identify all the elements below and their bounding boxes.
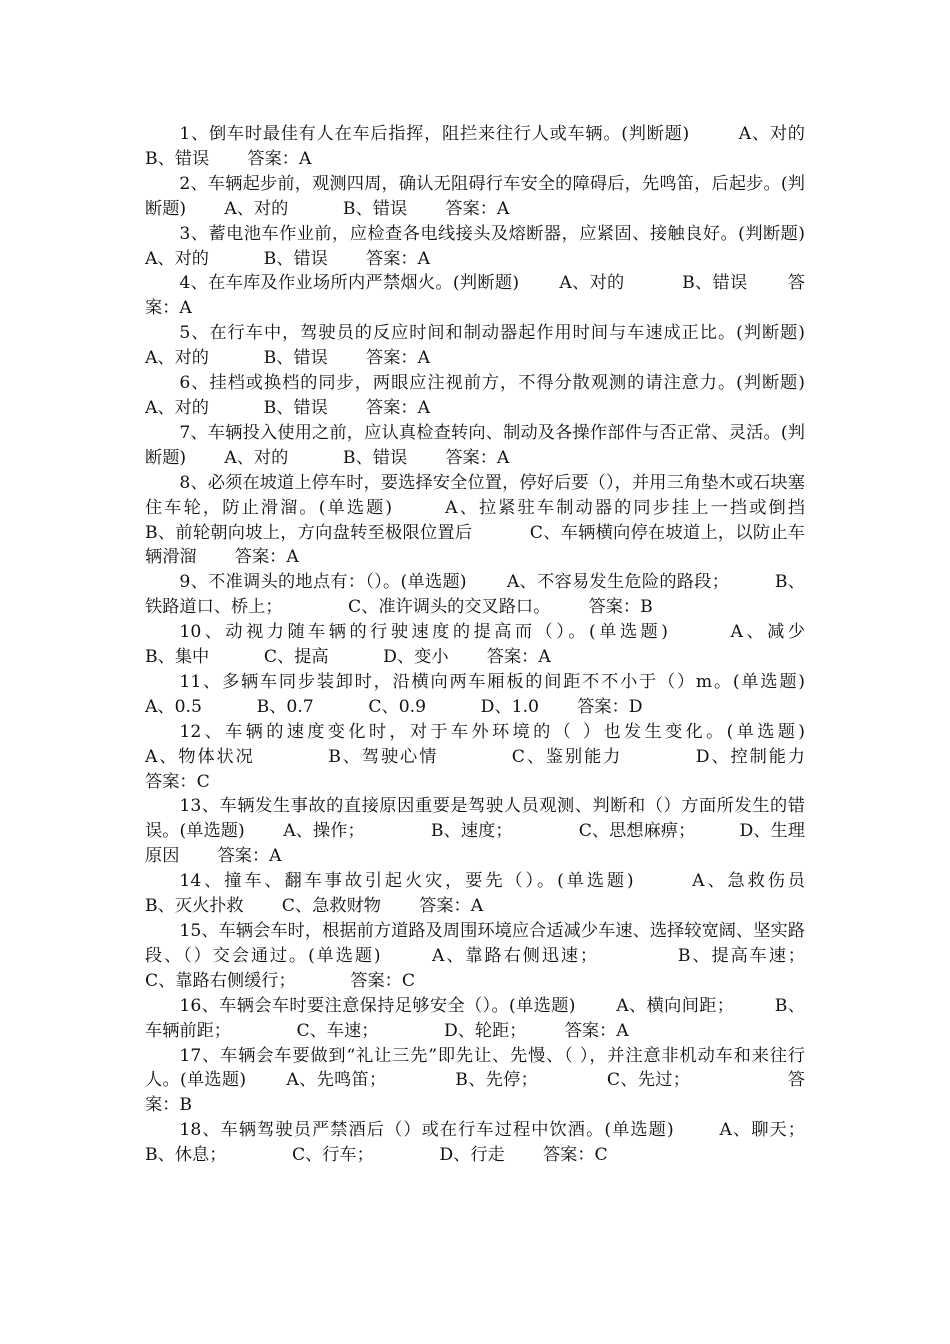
question-item: 2、车辆起步前，观测四周，确认无阻碍行车安全的障碍后，先鸣笛，后起步。(判断题) A、对的 B、错误 答案：A xyxy=(145,173,805,219)
question-item: 12、车辆的速度变化时，对于车外环境的（ ）也发生变化。(单选题) A、物体状况 B、驾驶心情 C、鉴别能力 D、控制能力 答案：C xyxy=(145,721,926,792)
question-item: 15、车辆会车时，根据前方道路及周围环境应合适减少车速、选择较宽阔、坚实路段、（）交会通过。(单选题) A、靠路右侧迅速； B、提高车速； C、靠路右侧缓行； 答案：C xyxy=(145,921,866,991)
question-item: 11、多辆车同步装卸时，沿横向两车厢板的间距不不小于（）m。(单选题) A、0.5 B、0.7 C、0.9 D、1.0 答案：D xyxy=(145,671,844,717)
question-list xyxy=(145,122,926,1168)
question-item: 16、车辆会车时要注意保持足够安全（）。(单选题) A、横向间距； B、车辆前距； C、车速； D、轮距； 答案：A xyxy=(145,995,805,1041)
question-item: 14、撞车、翻车事故引起火灾，要先（）。(单选题) A、急救伤员 B、灭火扑救 C、急救财物 答案：A xyxy=(145,871,915,917)
question-item: 1、倒车时最佳有人在车后指挥，阻拦来往行人或车辆。(判断题) A、对的 B、错误 答案：A xyxy=(145,124,860,169)
question-item: 18、车辆驾驶员严禁酒后（）或在行车过程中饮酒。(单选题) A、聊天； B、休息； C、行车； D、行走 答案：C xyxy=(145,1120,844,1166)
question-item: 5、在行车中，驾驶员的反应时间和制动器起作用时间与车速成正比。(判断题) A、对的 B、错误 答案：A xyxy=(145,323,844,369)
question-item: 13、车辆发生事故的直接原因重要是驾驶人员观测、判断和（）方面所发生的错误。(单选题) A、操作； B、速度； C、思想麻痹； D、生理原因 答案：A xyxy=(145,796,805,867)
question-item: 3、蓄电池车作业前，应检查各电线接头及熔断器，应紧固、接触良好。(判断题) A、对的 B、错误 答案：A xyxy=(145,223,844,269)
question-item: 7、车辆投入使用之前，应认真检查转向、制动及各操作部件与否正常、灵活。(判断题) A、对的 B、错误 答案：A xyxy=(145,422,805,468)
question-item: 4、在车库及作业场所内严禁烟火。(判断题) A、对的 B、错误 答案：A xyxy=(145,273,805,319)
question-item: 17、车辆会车要做到“礼让三先”即先让、先慢、（ ），并注意非机动车和来往行人。(单选题) A、先鸣笛； B、先停； C、先过； 答案：B xyxy=(145,1045,805,1116)
question-item: 10、动视力随车辆的行驶速度的提高而（）。(单选题) A、减少 B、集中 C、提高 D、变小 答案：A xyxy=(145,622,904,668)
question-item: 6、挂档或换档的同步，两眼应注视前方，不得分散观测的请注意力。(判断题) A、对的 B、错误 答案：A xyxy=(145,373,844,418)
question-item: 8、必须在坡道上停车时，要选择安全位置，停好后要（），并用三角垫木或石块塞住车轮，防止滑溜。(单选题) A、拉紧驻车制动器的同步挂上一挡或倒挡 B、前轮朝向坡上，方向盘转至极限位置后 C、车辆横向停在坡道上，以防止车辆滑溜 答案：A xyxy=(145,472,860,568)
question-item: 9、不准调头的地点有：（）。(单选题) A、不容易发生危险的路段； B、铁路道口、桥上； C、准许调头的交叉路口。 答案：B xyxy=(145,572,805,618)
